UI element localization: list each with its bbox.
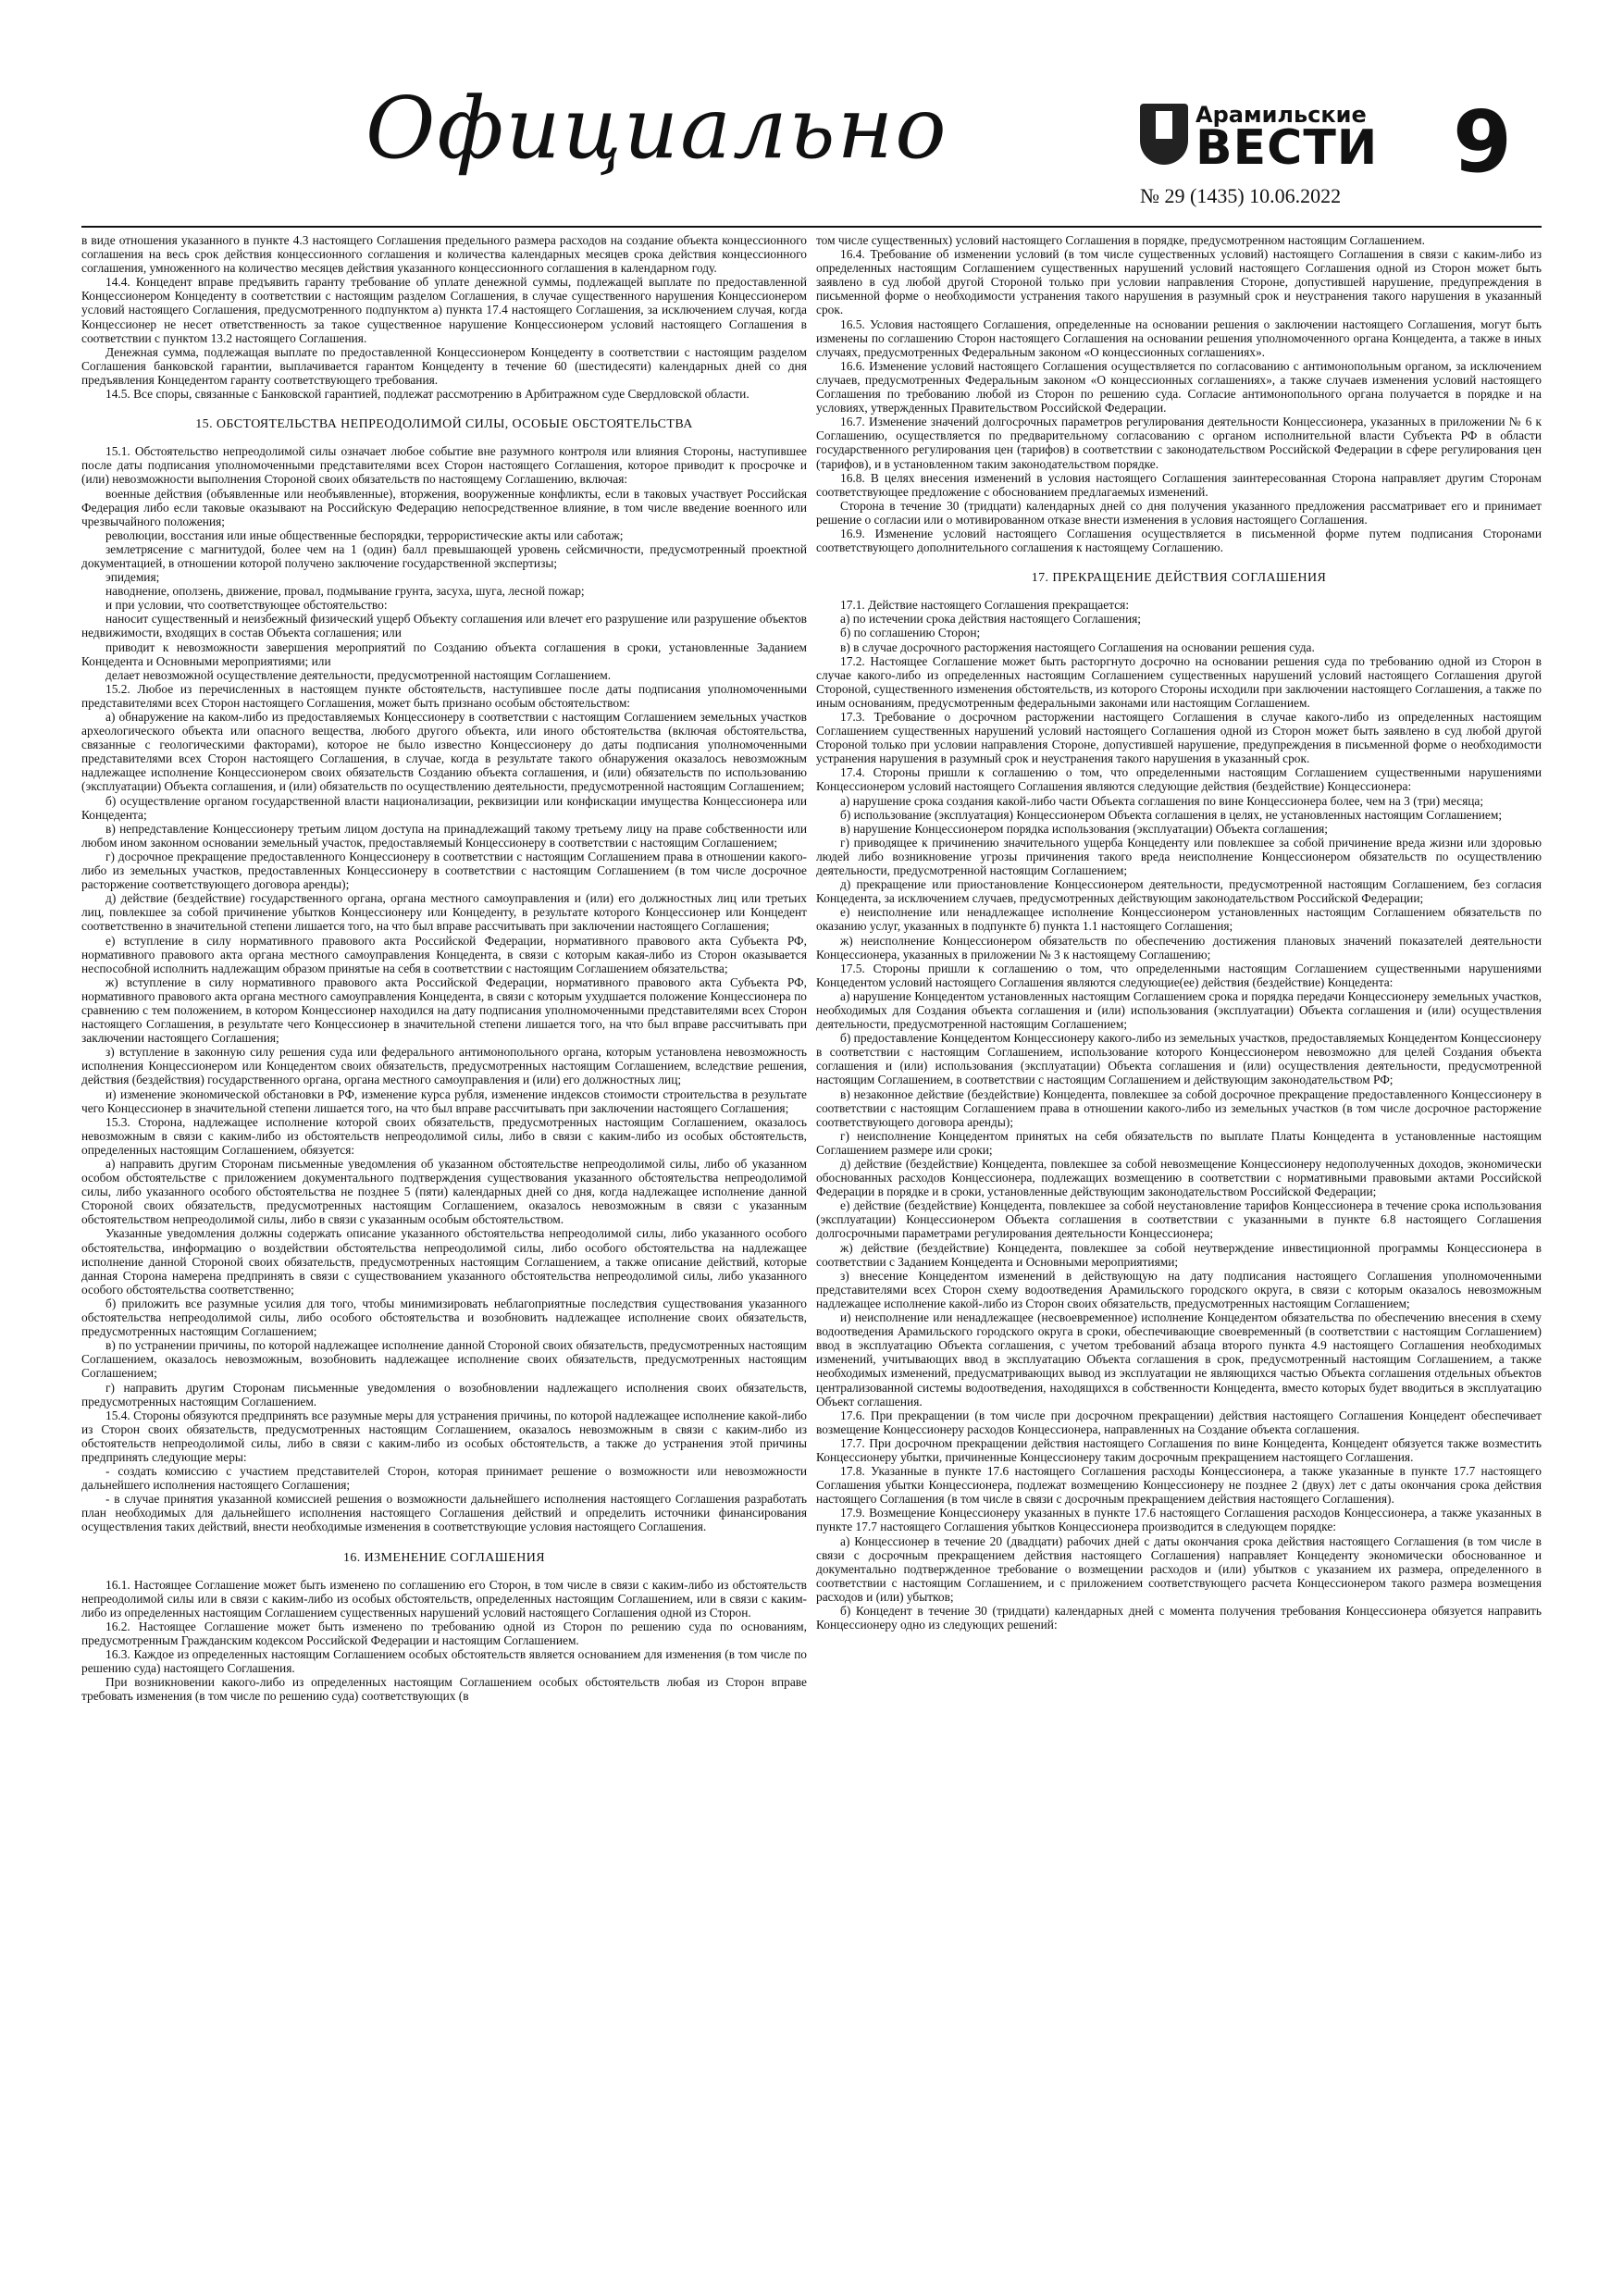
page-number: 9 (1453, 93, 1513, 192)
paragraph: б) приложить все разумные усилия для того, чтобы минимизировать неблагоприятные последствия существования указанного обстоятельства непреодолимой силы, либо особого обстоятельства и возобновить надлежащее исполнение своих обязательств, предусмотренных настоящим Соглашением; (81, 1296, 807, 1339)
paragraph: з) внесение Концедентом изменений в действующую на дату подписания настоящего Соглашения уполномоченными представителями всех Сторон схему водоотведения Арамильского городского округа, в связи с которым оказалось невозможным надлежащее исполнение какой-либо из Сторон своих обязательств, предусмотренных настоящим Соглашением; (816, 1268, 1542, 1310)
paragraph: 15.1. Обстоятельство непреодолимой силы означает любое событие вне разумного контроля или влияния Стороны, наступившее после даты подписания уполномоченными представителями всех Сторон настоящего Соглашения, которое приводит к просрочке и (или) невозможности выполнения Стороной своих обязательств по настоящему Соглашению, включая: (81, 444, 807, 487)
paragraph: ж) действие (бездействие) Концедента, повлекшее за собой неутверждение инвестиционной программы Концессионера в соответствии с Заданием Концедента и Основными мероприятиями; (816, 1240, 1542, 1269)
paragraph: 17.8. Указанные в пункте 17.6 настоящего Соглашения расходы Концессионера, а также указанные в пункте 17.7 настоящего Соглашения убытки Концессионера, подлежат возмещению Концессионеру не позднее 2 (двух) лет с даты окончания срока действия настоящего Соглашения (в том числе в связи с досрочным прекращением действия настоящего Соглашения). (816, 1464, 1542, 1507)
section-heading: 16. ИЗМЕНЕНИЕ СОГЛАШЕНИЯ (343, 1550, 545, 1565)
paragraph: а) по истечении срока действия настоящего Соглашения; (840, 612, 1142, 627)
paragraph: 16.8. В целях внесения изменений в условия настоящего Соглашения заинтересованная Сторона направляет другим Сторонам соответствующее предложение с обоснованием предлагаемых изменений. (816, 470, 1542, 499)
paragraph: д) действие (бездействие) Концедента, повлекшее за собой невозмещение Концессионеру недополученных доходов, экономически обоснованных расходов Концессионера, подлежащих возмещению в соответствии с нормативными правовыми актами Российской Федерации в порядке и в сроки, установленные действующим законодательством Российской Федерации; (816, 1157, 1542, 1199)
section-heading: 15. ОБСТОЯТЕЛЬСТВА НЕПРЕОДОЛИМОЙ СИЛЫ, ОСОБЫЕ ОБСТОЯТЕЛЬСТВА (195, 417, 693, 432)
paragraph: ж) неисполнение Концессионером обязательств по обеспечению достижения плановых значений показателей деятельности Концессионера, указанных в приложении № 3 к настоящему Соглашению; (816, 933, 1542, 962)
paragraph: землетрясение с магнитудой, более чем на 1 (один) балл превышающей уровень сейсмичности, предусмотренный проектной документацией, в отношении которой получено заключение государственной экспертизы; (81, 541, 807, 570)
header-rule (81, 226, 1542, 228)
paragraph: 17.7. При досрочном прекращении действия настоящего Соглашения по вине Концедента, Концедент обязуется также возместить Концессионеру убытки, причиненные Концессионеру таким досрочным прекращением настоящего Соглашения. (816, 1435, 1542, 1464)
paragraph: в) нарушение Концессионером порядка использования (эксплуатации) Объекта соглашения; (840, 821, 1328, 836)
paragraph: эпидемия; (105, 570, 160, 585)
paragraph: г) неисполнение Концедентом принятых на себя обязательств по выплате Платы Концедента в установленные настоящим Соглашением размере или сроки; (816, 1128, 1542, 1157)
logo-title: ВЕСТИ (1196, 120, 1379, 176)
paragraph: том числе существенных) условий настоящего Соглашения в порядке, предусмотренном настоящим Соглашением. (816, 233, 1425, 247)
paragraph: а) Концессионер в течение 20 (двадцати) рабочих дней с даты окончания срока действия настоящего Соглашения (в том числе в связи с досрочным прекращением действия настоящего Соглашения) направляет Концеденту экономически обоснованное и документально подтвержденное требование о возмещении расходов и (или) убытков с указанием их размера, определенного в соответствии с настоящим Соглашением, и с приложением соответствующего расчета Концессионером такого размера возмещения расходов и (или) убытков; (816, 1533, 1542, 1604)
paragraph: е) действие (бездействие) Концедента, повлекшее за собой неустановление тарифов Концессионера в течение срока использования (эксплуатации) Концессионером Объекта соглашения в соответствии с указанными в пункте 6.8 настоящего Соглашения долгосрочными параметрами регулирования деятельности Концессионера; (816, 1198, 1542, 1241)
paragraph: и) неисполнение или ненадлежащее (несвоевременное) исполнение Концедентом обязательства по обеспечению внесения в схему водоотведения Арамильского городского округа в сроки, обеспечивающие своевременный (в соответствии с настоящим Соглашением) ввод в эксплуатацию Объекта соглашения, с учетом требований абзаца второго пункта 4.9 настоящего Соглашения необходимых изменений, учитывающих ввод в эксплуатацию Объекта соглашения в срок, предусмотренный настоящим Соглашением, а также необходимых изменений, предусматривающих вывод из эксплуатации не являющихся частью Объекта соглашения отдельных объектов централизованной системы водоотведения, находящихся в собственности Концедента, вместо которых будет вводиться в эксплуатацию Объект соглашения. (816, 1310, 1542, 1409)
paragraph: 16.1. Настоящее Соглашение может быть изменено по соглашению его Сторон, в том числе в связи с каким-либо из обстоятельств непреодолимой силы или в связи с каким-либо из особых обстоятельств, определенных настоящим Соглашением, или в связи с каким-либо из определенных настоящим Соглашением существенных нарушений условий настоящего Соглашения одной из Сторон. (81, 1577, 807, 1620)
section-heading: 17. ПРЕКРАЩЕНИЕ ДЕЙСТВИЯ СОГЛАШЕНИЯ (1031, 571, 1327, 586)
paragraph: 17.9. Возмещение Концессионеру указанных в пункте 17.6 настоящего Соглашения расходов Концессионера, а также указанных в пункте 17.7 настоящего Соглашения убытков Концессионера производится в следующем порядке: (816, 1506, 1542, 1534)
paragraph: Денежная сумма, подлежащая выплате по предоставленной Концессионером Концеденту в соответствии с настоящим разделом Соглашения банковской гарантии, выплачивается гарантом Концеденту в течение 60 (шестидесяти) календарных дней со дня предъявления Концедентом гаранту соответствующего требования. (81, 344, 807, 387)
paragraph: б) Концедент в течение 30 (тридцати) календарных дней с момента получения требования Концессионера обязуется направить Концессионеру одно из следующих решений: (816, 1604, 1542, 1632)
paragraph: е) неисполнение или ненадлежащее исполнение Концессионером установленных настоящим Соглашением обязательств по оказанию услуг, указанных в подпункте б) пункта 1.1 настоящего Соглашения; (816, 905, 1542, 934)
paragraph: 16.6. Изменение условий настоящего Соглашения осуществляется по согласованию с антимонопольным органом, за исключением случаев, предусмотренных Федеральным законом «О концессионных соглашениях», а также случаев изменения условий настоящего Соглашения по требованию любой из Сторон по решению суда. Согласие антимонопольного органа получается в порядке и на условиях, утвержденных Правительством Российской Федерации. (816, 358, 1542, 416)
paragraph: 16.5. Условия настоящего Соглашения, определенные на основании решения о заключении настоящего Соглашения, могут быть изменены по соглашению Сторон настоящего Соглашения на основании решения уполномоченного органа Концедента, а также в иных случаях, предусмотренных Федеральным законом «О концессионных соглашениях». (816, 316, 1542, 359)
coat-of-arms-icon (1140, 104, 1188, 165)
paragraph: г) приводящее к причинению значительного ущерба Концеденту или повлекшее за собой причинение вреда жизни или здоровью людей либо возникновение угрозы причинения такого вреда неисполнение Концессионером обязательств по осуществлению деятельности, предусмотренной настоящим Соглашением; (816, 835, 1542, 878)
paragraph: 16.9. Изменение условий настоящего Соглашения осуществляется в письменной форме путем подписания Сторонами соответствующего дополнительного соглашения к настоящему Соглашению. (816, 526, 1542, 555)
paragraph: Сторона в течение 30 (тридцати) календарных дней со дня получения указанного предложения рассматривает его и принимает решение о согласии или о мотивированном отказе внести изменения в условия настоящего Соглашения. (816, 498, 1542, 527)
paragraph: а) направить другим Сторонам письменные уведомления об указанном обстоятельстве непреодолимой силы, либо об указанном особом обстоятельстве с приложением документального подтверждения существования указанного обстоятельства непреодолимой силы, либо указанного особого обстоятельства не позднее 5 (пяти) календарных дней со дня, когда надлежащее исполнение данной Стороной своих обязательств, предусмотренных настоящим Соглашением, оказалось невозможным в связи с указанным обстоятельством непреодолимой силы, либо в связи с указанным особым обстоятельством. (81, 1157, 807, 1227)
paragraph: 17.3. Требование о досрочном расторжении настоящего Соглашения в случае какого-либо из определенных настоящим Соглашением существенных нарушений условий настоящего Соглашения одной из Сторон может быть заявлено в суд любой другой Стороной только при условии направления Стороне, допустившей нарушение, предупреждения в письменной форме о необходимости устранения нарушения в разумный срок и неустранения такого нарушения в указанный срок. (816, 710, 1542, 766)
paragraph: 15.3. Сторона, надлежащее исполнение которой своих обязательств, предусмотренных настоящим Соглашением, оказалось невозможным в связи с каким-либо из обстоятельств непреодолимой силы, либо в связи с каким-либо из особых обстоятельств, определенных настоящим Соглашением, обязуется: (81, 1114, 807, 1157)
column-right (816, 233, 1542, 2283)
paragraph: 14.4. Концедент вправе предъявить гаранту требование об уплате денежной суммы, подлежащей выплате по предоставленной Концессионером Концеденту в соответствии с настоящим разделом Соглашения, в случае существенного нарушения Концессионером условий настоящего Соглашения, предусмотренного подпунктом а) пункта 17.4 настоящего Соглашения, за исключением случая, когда Концессионер не несет ответственность за такое существенное нарушение Концессионером условий настоящего Соглашения в соответствии с пунктом 13.2 настоящего Соглашения. (81, 275, 807, 345)
paragraph: е) вступление в силу нормативного правового акта Российской Федерации, нормативного правового акта Субъекта РФ, нормативного правового акта органа местного самоуправления Концедента, в связи с которым какая-либо из Сторон оказывается неспособной исполнить надлежащим образом принятые на себя в соответствии с настоящим Соглашением обязательства; (81, 933, 807, 975)
section-rubric: Официально (365, 79, 948, 178)
paragraph: наводнение, оползень, движение, провал, подмывание грунта, засуха, шуга, лесной пожар; (105, 584, 585, 599)
paragraph: б) по соглашению Сторон; (840, 626, 981, 640)
paragraph: з) вступление в законную силу решения суда или федерального антимонопольного органа, которым установлена невозможность исполнения Концессионером или Концедентом своих обязательств, предусмотренных настоящим Соглашением, вследствие решения, действия (бездействия) государственного органа, органа местного самоуправления и (или) его должностных лиц; (81, 1045, 807, 1087)
logo-subtitle: Арамильские (1196, 102, 1367, 128)
paragraph: а) обнаружение на каком-либо из предоставляемых Концессионеру в соответствии с настоящим Соглашением земельных участков археологического объекта или опасного вещества, любого другого объекта, или иного обстоятельства (включая обстоятельства, связанные с геологическими факторами), которое не было известно Концессионеру до даты подписания уполномоченными представителями всех Сторон настоящего Соглашения, в случае, когда в результате такого обнаружения оказалось невозможным надлежащее исполнение Концессионером своих обязательств Созданию объекта соглашения, и (или) обязательств по использованию (эксплуатации) Объекта соглашения, и (или) обязательств по осуществлению деятельности, предусмотренной настоящим Соглашением; (81, 710, 807, 794)
paragraph: наносит существенный и неизбежный физический ущерб Объекту соглашения или влечет его разрушение или разрушение объектов недвижимости, входящих в состав Объекта соглашения; или (81, 612, 807, 640)
paragraph: 17.4. Стороны пришли к соглашению о том, что определенными настоящим Соглашением существенными нарушениями Концессионером условий настоящего Соглашения являются следующие действия (бездействие) Концессионера: (816, 765, 1542, 794)
paragraph: 16.3. Каждое из определенных настоящим Соглашением особых обстоятельств является основанием для изменения (в том числе по решению суда) настоящего Соглашения. (81, 1647, 807, 1676)
paragraph: и) изменение экономической обстановки в РФ, изменение курса рубля, изменение индексов стоимости строительства в результате чего Концессионер в значительной степени лишается того, на что был вправе рассчитывать при заключении настоящего Соглашения; (81, 1086, 807, 1115)
paragraph: революции, восстания или иные общественные беспорядки, террористические акты или саботаж; (105, 527, 624, 542)
paragraph: При возникновении какого-либо из определенных настоящим Соглашением особых обстоятельств любая из Сторон вправе требовать изменения (в том числе по решению суда) соответствующих (в (81, 1675, 807, 1704)
paragraph: 16.7. Изменение значений долгосрочных параметров регулирования деятельности Концессионера, указанных в приложении № 6 к Соглашению, осуществляется по предварительному согласованию с органом исполнительной власти Субъекта РФ в области государственного регулирования цен (тарифов) в соответствии с законодательством Российской Федерации в сфере регулирования цен (тарифов), и в установленном таким законодательством порядке. (816, 415, 1542, 471)
column-left (81, 233, 807, 2283)
paragraph: г) досрочное прекращение предоставленного Концессионеру в соответствии с настоящим Соглашением права в отношении какого-либо из земельных участков, предоставленных Концессионеру в соответствии с настоящим Соглашением (в том числе досрочное расторжение соответствующего договора аренды); (81, 849, 807, 892)
newspaper-logo (1140, 100, 1379, 176)
paragraph: приводит к невозможности завершения мероприятий по Созданию объекта соглашения в сроки, установленные Заданием Концедента и Основными мероприятиями; или (81, 639, 807, 668)
paragraph: 17.1. Действие настоящего Соглашения прекращается: (840, 598, 1130, 613)
paragraph: делает невозможной осуществление деятельности, предусмотренной настоящим Соглашением. (105, 667, 612, 682)
paragraph: 17.2. Настоящее Соглашение может быть расторгнуто досрочно на основании решения суда по требованию одной из Сторон в случае какого-либо из определенных настоящим Соглашением существенных нарушений условий настоящего Соглашения другой Стороной, существенного изменения обстоятельств, из которого Стороны исходили при заключении настоящего Соглашения, а также по иным основаниям, предусмотренным федеральными законами или настоящим Соглашением. (816, 653, 1542, 710)
paragraph: в) непредставление Концессионеру третьим лицом доступа на принадлежащий такому третьему лицу на праве собственности или любом ином законном основании земельный участок, предоставляемый Концессионеру в соответствии с настоящим Соглашением; (81, 821, 807, 850)
paragraph: 15.2. Любое из перечисленных в настоящем пункте обстоятельств, наступившее после даты подписания уполномоченными представителями всех Сторон настоящего Соглашения, может быть признано особым обстоятельством: (81, 681, 807, 710)
paragraph: 17.5. Стороны пришли к соглашению о том, что определенными настоящим Соглашением существенными нарушениями Концедентом условий настоящего Соглашения являются следующие(ее) действия (бездействие) Концедента: (816, 961, 1542, 989)
paragraph: б) осуществление органом государственной власти национализации, реквизиции или конфискации имущества Концессионера или Концедента; (81, 793, 807, 822)
paragraph: в) в случае досрочного расторжения настоящего Соглашения на основании решения суда. (840, 639, 1315, 654)
paragraph: в) незаконное действие (бездействие) Концедента, повлекшее за собой досрочное прекращение предоставленного Концессионеру в соответствии с настоящим Соглашением права в отношении какого-либо из земельных участков (в том числе досрочное расторжение соответствующего договора аренды); (816, 1086, 1542, 1129)
paragraph: 17.6. При прекращении (в том числе при досрочном прекращении) действия настоящего Соглашения Концедент обеспечивает возмещение Концессионеру расходов Концессионера, направленных на Создание объекта соглашения. (816, 1408, 1542, 1436)
paragraph: б) предоставление Концедентом Концессионеру какого-либо из земельных участков, предоставляемых Концедентом Концессионеру в соответствии с настоящим Соглашением, использование которого Концессионером невозможно для целей Создания объекта соглашения и (или) использования (эксплуатации) Объекта соглашения и (или) осуществления деятельности, предусмотренной настоящим Соглашением, в соответствии с настоящим Соглашением и действующим законодательством РФ; (816, 1031, 1542, 1087)
paragraph: а) нарушение срока создания какой-либо части Объекта соглашения по вине Концессионера более, чем на 3 (три) месяца; (840, 793, 1484, 808)
paragraph: а) нарушение Концедентом установленных настоящим Соглашением срока и порядка передачи Концессионеру земельных участков, необходимых для Создания объекта соглашения и (или) использования (эксплуатации) Объекта соглашения и (или) осуществления деятельности, предусмотренной настоящим Соглашением; (816, 988, 1542, 1032)
paragraph: 15.4. Стороны обязуются предпринять все разумные меры для устранения причины, по которой надлежащее исполнение какой-либо из Сторон своих обязательств, предусмотренных настоящим Соглашением, оказалось невозможным в связи с каким-либо из обстоятельств непреодолимой силы, либо в связи с каким-либо из особых обстоятельств, а также до устранения этой причины предпринять следующие меры: (81, 1408, 807, 1464)
paragraph: военные действия (объявленные или необъявленные), вторжения, вооруженные конфликты, если в таковых участвует Российская Федерация либо если таковые оказывают на Российскую Федерацию непосредственное влияние, в том числе введение военного или чрезвычайного положения; (81, 486, 807, 528)
paragraph: Указанные уведомления должны содержать описание указанного обстоятельства непреодолимой силы, либо указанного особого обстоятельства, информацию о воздействии обстоятельства непреодолимой силы, либо особого обстоятельства на надлежащее исполнение данной Стороной своих обязательств, предусмотренных настоящим Соглашением, а также описание действий, которые данная Сторона намерена предпринять в связи с существованием указанного обстоятельства непреодолимой силы, либо указанного особого обстоятельства соответственно; (81, 1226, 807, 1297)
issue-info: № 29 (1435) 10.06.2022 (1140, 184, 1342, 207)
masthead (0, 0, 1623, 231)
paragraph: г) направить другим Сторонам письменные уведомления о возобновлении надлежащего исполнения своих обязательств, предусмотренных настоящим Соглашением. (81, 1380, 807, 1409)
paragraph: б) использование (эксплуатация) Концессионером Объекта соглашения в целях, не установленных настоящим Соглашением; (840, 807, 1503, 822)
paragraph: 14.5. Все споры, связанные с Банковской гарантией, подлежат рассмотрению в Арбитражном суде Свердловской области. (105, 387, 750, 402)
paragraph: д) действие (бездействие) государственного органа, органа местного самоуправления и (или) его должностных лиц или третьих лиц, повлекшее за собой причинение убытков Концессионеру или Концеденту, в результате которого Концессионер или Концедент соответственно в значительной степени лишается того, на что был вправе рассчитывать при заключении настоящего Соглашения; (81, 891, 807, 934)
paragraph: и при условии, что соответствующее обстоятельство: (105, 598, 388, 613)
paragraph: ж) вступление в силу нормативного правового акта Российской Федерации, нормативного правового акта Субъекта РФ, нормативного правового акта органа местного самоуправления Концедента, в связи с которым ухудшается положение Концессионера по сравнению с тем положением, в котором Концессионер находился на дату подписания уполномоченными представителями всех Сторон настоящего Соглашения, в результате чего Концессионер в значительной степени лишается того, на что был вправе рассчитывать при заключении настоящего Соглашения; (81, 974, 807, 1046)
paragraph: 16.2. Настоящее Соглашение может быть изменено по требованию одной из Сторон по решению суда по основаниям, предусмотренным Гражданским кодексом Российской Федерации и настоящим Соглашением. (81, 1619, 807, 1647)
paragraph: - в случае принятия указанной комиссией решения о возможности дальнейшего исполнения настоящего Соглашения разработать план необходимых для дальнейшего исполнения настоящего Соглашения действий и определить источники финансирования осуществления таких действий, внести необходимые изменения в соответствующие условия настоящего Соглашения. (81, 1492, 807, 1534)
paragraph: - создать комиссию с участием представителей Сторон, которая принимает решение о возможности или невозможности дальнейшего исполнения настоящего Соглашения; (81, 1464, 807, 1493)
paragraph: 16.4. Требование об изменении условий (в том числе существенных условий) настоящего Соглашения в связи с каким-либо из определенных настоящим Соглашением существенных нарушений условий настоящего Соглашения одной из Сторон может быть заявлено в суд любой другой Стороной только при условии направления Стороне, допустившей нарушение, предупреждения в письменной форме о необходимости устранения такого нарушения в разумный срок и неустранения такого нарушения в указанный срок. (816, 247, 1542, 317)
paragraph: в виде отношения указанного в пункте 4.3 настоящего Соглашения предельного размера расходов на создание объекта концессионного соглашения на весь срок действия концессионного соглашения и количества календарных месяцев срока действия концессионного соглашения, умноженного на количество месяцев действия указанного концессионного соглашения в календарном году. (81, 233, 807, 276)
paragraph: в) по устранении причины, по которой надлежащее исполнение данной Стороной своих обязательств, предусмотренных настоящим Соглашением, оказалось невозможным, возобновить надлежащее исполнение своих обязательств, предусмотренных настоящим Соглашением; (81, 1338, 807, 1381)
paragraph: д) прекращение или приостановление Концессионером деятельности, предусмотренной настоящим Соглашением, без согласия Концедента, за исключением случаев, предусмотренных действующим законодательством Российской Федерации; (816, 877, 1542, 906)
